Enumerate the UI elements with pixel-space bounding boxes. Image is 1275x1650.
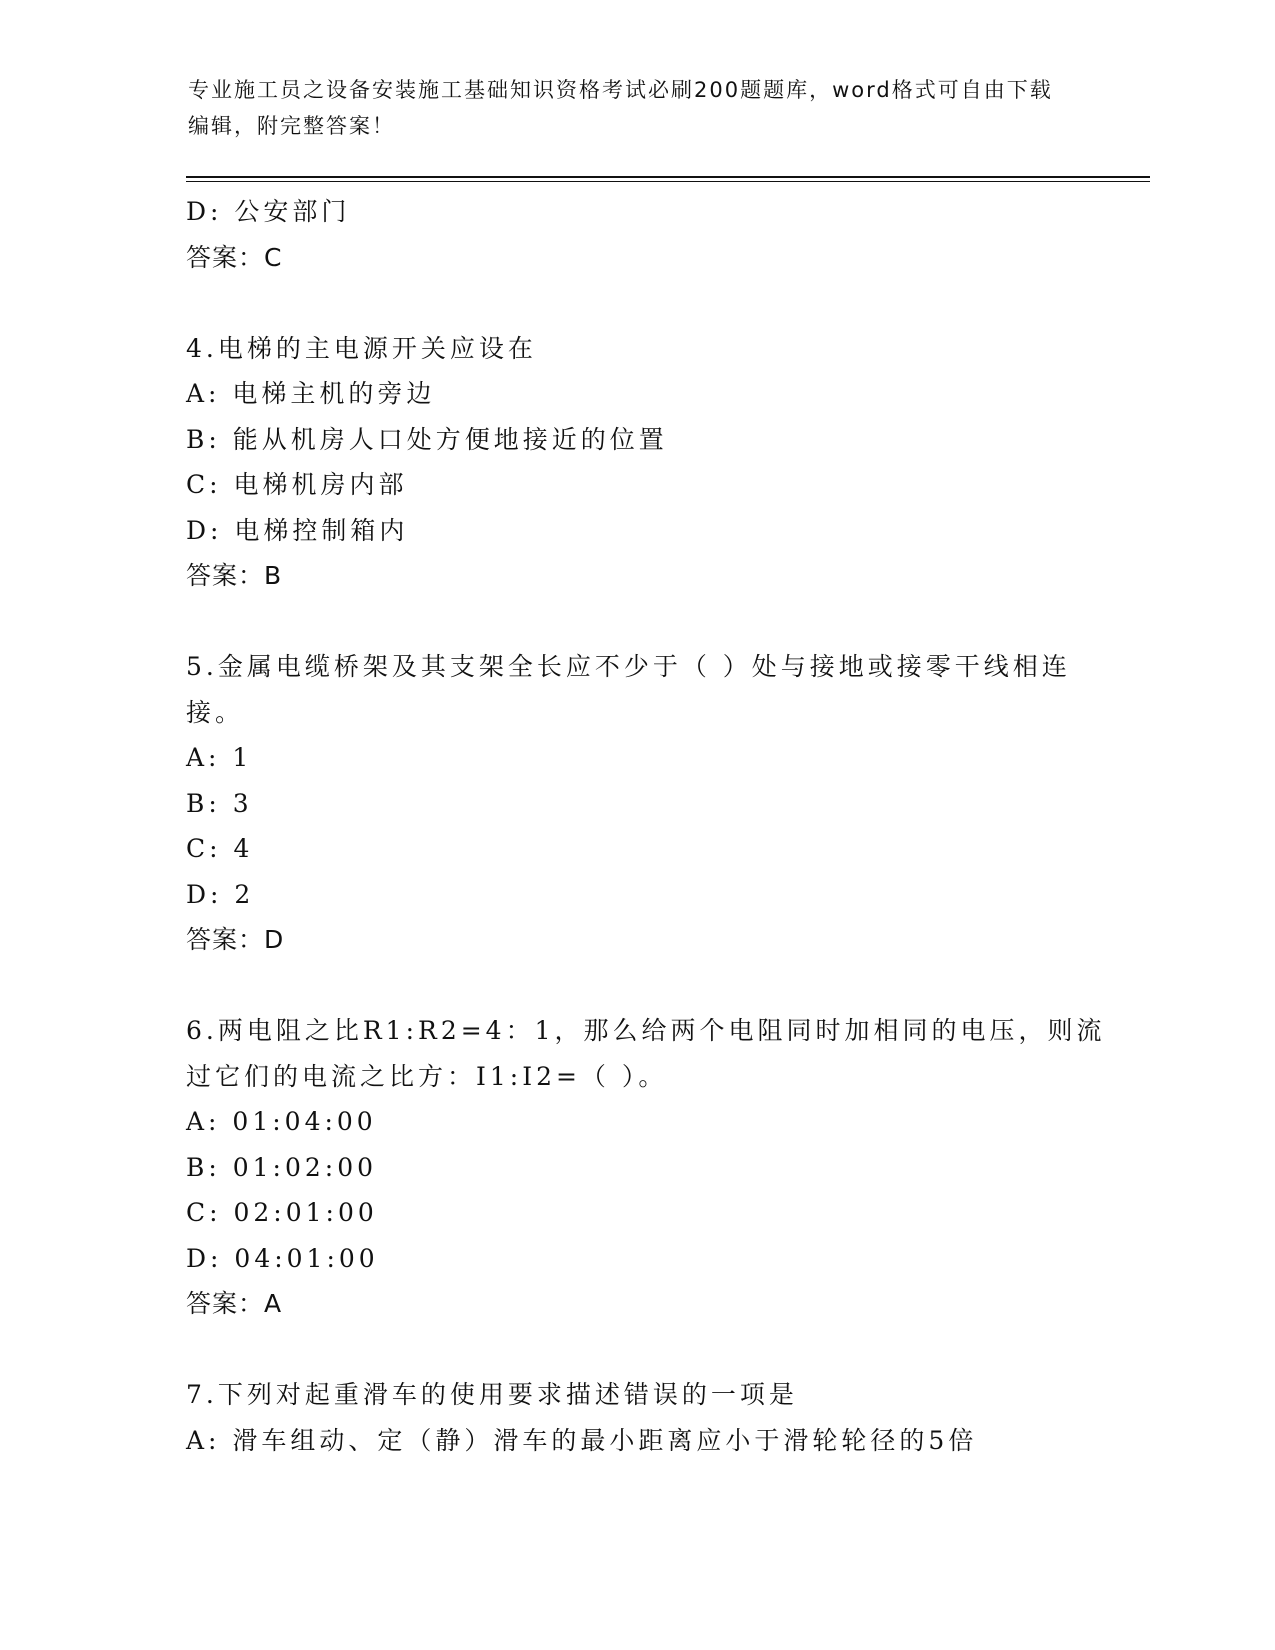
question-6-answer: 答案：A [186,1289,283,1318]
page-header: 专业施工员之设备安装施工基础知识资格考试必刷200题题库，word格式可自由下载编辑，附完整答案！ [188,78,1053,138]
question-4-option-a: A: 电梯主机的旁边 [186,379,436,408]
question-5-answer: 答案：D [186,925,285,954]
question-5-option-c: C: 4 [186,834,254,863]
header-divider-thin [186,181,1150,182]
question-4-answer: 答案：B [186,561,283,590]
question-4-option-b: B: 能从机房人口处方便地接近的位置 [186,424,668,454]
spacer [186,963,1106,1009]
question-7-option-a: A: 滑车组动、定（静）滑车的最小距离应小于滑轮轮径的5倍 [186,1425,978,1455]
question-list [186,189,1106,1463]
question-6-option-a: A: 01:04:00 [186,1107,377,1136]
question-5-option-d: D: 2 [186,879,255,909]
question-6-option-d: D: 04:01:00 [186,1243,379,1273]
answer-line: 答案：C [186,242,283,272]
question-5-text: 5.金属电缆桥架及其支架全长应不少于（ ）处与接地或接零干线相连接。 [186,652,1071,727]
question-5-option-a: A: 1 [186,743,253,772]
spacer [186,280,1106,326]
question-7-text: 7.下列对起重滑车的使用要求描述错误的一项是 [186,1380,798,1409]
question-4-option-c: C: 电梯机房内部 [186,470,408,499]
question-6-option-c: C: 02:01:00 [186,1198,378,1227]
question-4-option-d: D: 电梯控制箱内 [186,515,409,545]
question-6-text: 6.两电阻之比R1:R2=4：1，那么给两个电阻同时加相同的电压，则流过它们的电流之比方：I1:I2=（ ）。 [186,1016,1106,1091]
option-d: D: 公安部门 [186,197,351,226]
question-5-option-b: B: 3 [186,788,253,818]
spacer [186,1327,1106,1373]
question-4-text: 4.电梯的主电源开关应设在 [186,333,537,363]
spacer [186,599,1106,645]
header-divider-thick [186,176,1150,178]
question-6-option-b: B: 01:02:00 [186,1152,378,1182]
